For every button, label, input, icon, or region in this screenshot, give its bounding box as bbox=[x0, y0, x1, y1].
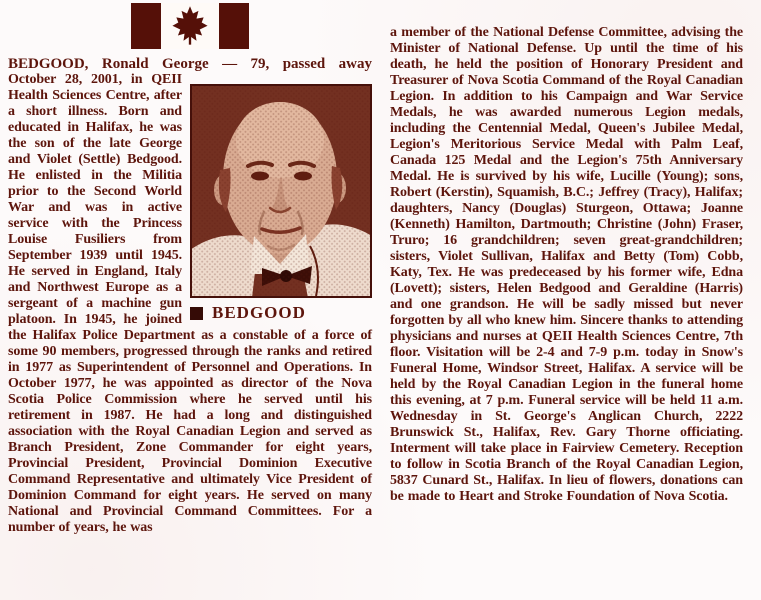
obituary-body-left bbox=[8, 56, 372, 536]
left-column bbox=[8, 2, 372, 536]
photo-caption-text: BEDGOOD bbox=[212, 303, 306, 322]
obituary-left-text: October 28, 2001, in QEII Health Sciences Centre, after a short illness. Born and educated in Halifax, he was the son of the late George and Violet (Settle) Bedgood. He enlisted in the Militia prior to the Second World War and was in active service with the Princess Louise Fusiliers from September 1939 until 1945. He served in England, Italy and Northwest Europe as a sergeant of a machine gun platoon. In 1945, he joined the Halifax Police Department as a constable of a force of some 90 members, progressed through the ranks and retired in 1977 as Superintendent of Personnel and Operations. In October 1977, he was appointed as director of the Nova Scotia Police Commission where he served until his retirement in 1987. He had a long and distinguished association with the Royal Canadian Legion and served as Branch President, Zone Commander for eight years, Provincial President, Provincial Dominion Executive Command Representative and ultimately Vice President of Dominion Command for eight years. He served on many National and Provincial Command Committees. For a number of years, he was bbox=[8, 72, 372, 535]
portrait-photo bbox=[190, 84, 372, 298]
obituary-right-text: a member of the National Defense Committee, advising the Minister of National Defense. Up until the time of his death, he held the position of Honorary President and Treasurer of Nova Scotia Command of the Royal Canadian Legion. In addition to his Campaign and War Service Medals, he was awarded numerous Legion medals, including the Centennial Medal, Queen's Jubilee Medal, Legion's Meritorious Service Medal with Palm Leaf, Canada 125 Medal and the Legion's 75th Anniversary Medal. He is survived by his wife, Lucille (Young); sons, Robert (Kerstin), Squamish, B.C.; Jeffrey (Tracy), Halifax; daughters, Nancy (Douglas) Sturgeon, Ottawa; Joanne (Kenneth) Hamilton, Dartmouth; Christine (John) Fraser, Truro; 16 grandchildren; seven great-grandchildren; sisters, Violet Sullivan, Halifax and Betty (Tom) Cobb, Katy, Tex. He was predeceased by his former wife, Edna (Lovett); sisters, Helen Bedgood and Geraldine (Harris) and one grandson. He will be sadly missed but never forgotten by all who knew him. Sincere thanks to attending physicians and nurses at QEII Health Sciences Centre, 7th floor. Visitation will be 2-4 and 7-9 p.m. today in Snow's Funeral Home, Windsor Street, Halifax. A service will be held by the Royal Canadian Legion in the funeral home this evening, at 7 p.m. Funeral service will be held 11 a.m. Wednesday in St. George's Anglican Church, 2222 Brunswick St., Halifax, Rev. Gary Thorne officiating. Interment will take place in Fairview Cemetery. Reception to follow in Scotia Branch of the Royal Canadian Legion, 5837 Cunard St., Halifax. In lieu of flowers, donations can be made to Heart and Stroke Foundation of Nova Scotia. bbox=[390, 25, 743, 504]
obituary-headline: BEDGOOD, Ronald George — 79, passed away bbox=[8, 56, 372, 72]
photo-caption bbox=[190, 305, 372, 321]
canada-flag-icon bbox=[131, 3, 249, 49]
square-bullet-icon bbox=[190, 307, 203, 320]
portrait-figure bbox=[190, 84, 372, 321]
right-column bbox=[390, 2, 743, 536]
